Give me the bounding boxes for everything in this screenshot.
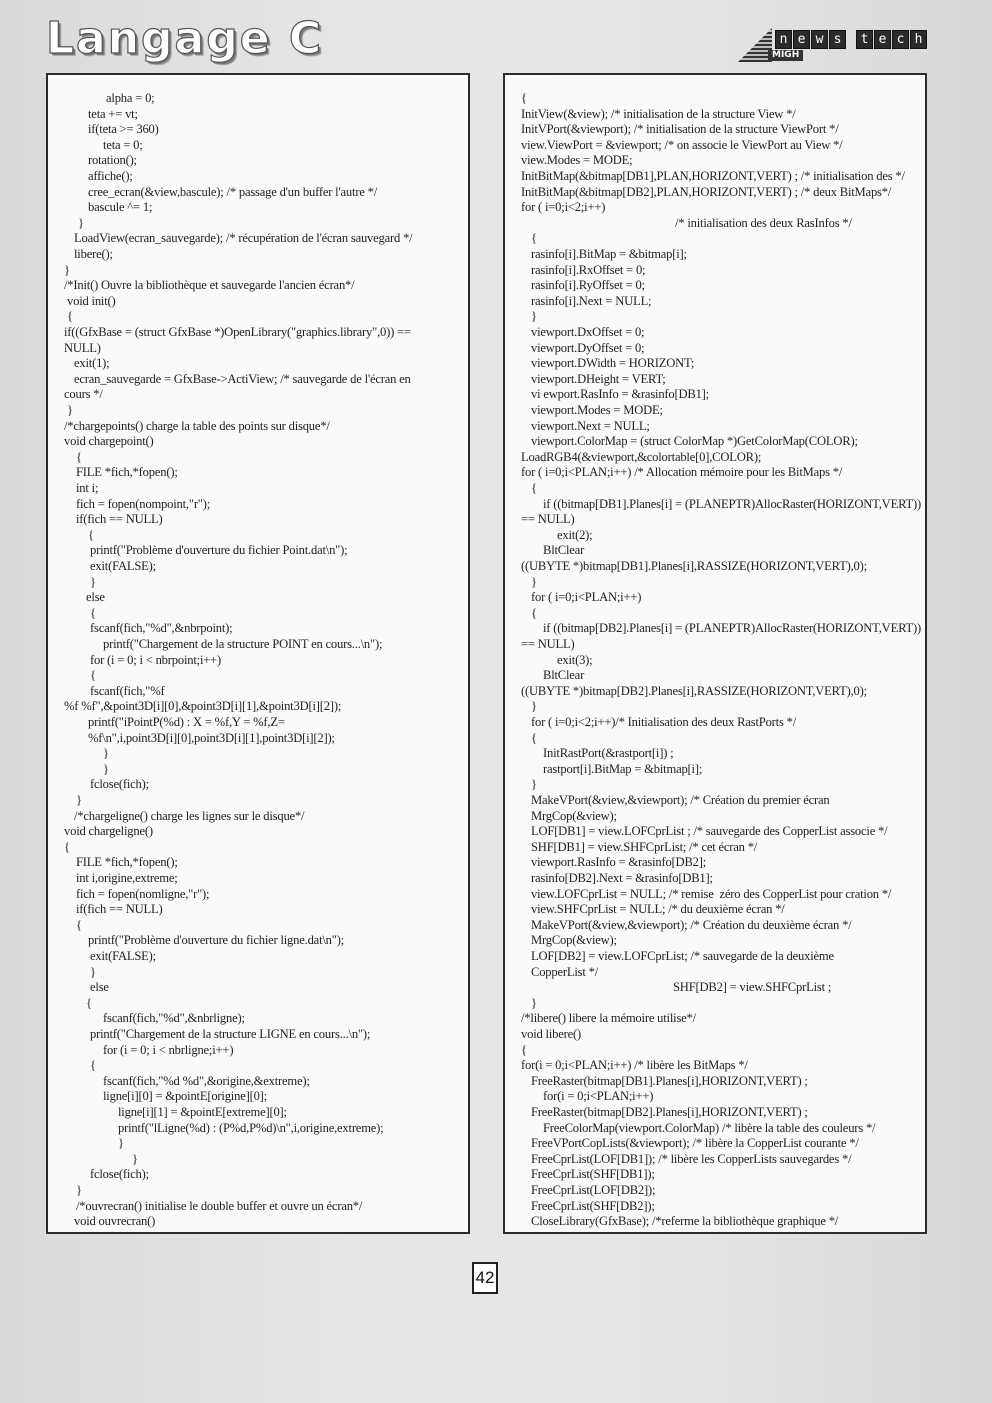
- code-line: }: [67, 403, 73, 417]
- code-line: vi ewport.RasInfo = &rasinfo[DB1];: [531, 387, 709, 402]
- code-line: SHF[DB2] = view.SHFCprList ;: [673, 980, 832, 995]
- code-line: if ((bitmap[DB1].Planes[i] = (PLANEPTR)AllocRaster(HORIZONT,VERT)): [543, 496, 921, 511]
- code-line: void libere(): [521, 1027, 581, 1041]
- code-line: {: [90, 605, 96, 620]
- code-line: void ouvrecran(): [74, 1214, 156, 1229]
- code-line: printf("Chargement de la structure POINT en cours...\n");: [103, 637, 383, 651]
- code-line: /*Init() Ouvre la bibliothèque et sauvegarde l'ancien écran*/: [64, 278, 355, 293]
- code-line: }: [118, 1136, 124, 1151]
- code-line: rastport[i].BitMap = &bitmap[i];: [543, 761, 703, 776]
- code-line: viewport.Modes = MODE;: [531, 403, 663, 417]
- code-line: FILE *fich,*fopen();: [76, 465, 178, 480]
- code-line: bascule ^= 1;: [88, 200, 153, 215]
- code-line: {: [531, 481, 537, 495]
- code-line: viewport.DxOffset = 0;: [531, 325, 645, 339]
- code-line: /*chargepoints() charge la table des points sur disque*/: [64, 418, 330, 433]
- code-line: fclose(fich);: [90, 1167, 149, 1182]
- code-line: libere();: [74, 247, 113, 261]
- code-line: {: [90, 668, 96, 683]
- code-line: for(i = 0;i<PLAN;i++) /* libère les BitMaps */: [521, 1058, 748, 1073]
- code-line: for (i = 0; i < nbrligne;i++): [103, 1042, 234, 1057]
- magazine-logo: [738, 28, 928, 62]
- page-number: 42: [472, 1262, 498, 1294]
- code-line: {: [531, 730, 537, 745]
- code-line: printf("lLigne(%d) : (P%d,P%d)\n",i,origine,extreme);: [118, 1120, 384, 1135]
- code-line: FreeCprList(SHF[DB1]);: [531, 1167, 655, 1182]
- code-line: LoadRGB4(&viewport,&colortable[0],COLOR);: [521, 449, 762, 464]
- code-line: fscanf(fich,"%d",&nbrligne);: [103, 1011, 245, 1026]
- code-line: exit(FALSE);: [90, 559, 156, 573]
- code-line: MrgCop(&view);: [531, 808, 617, 823]
- code-line: }: [78, 215, 84, 230]
- code-line: /*ouvrecran() initialise le double buffer et ouvre un écran*/: [76, 1198, 363, 1213]
- code-line: fich = fopen(nomligne,"r");: [76, 886, 210, 901]
- code-line: %f %f",&point3D[i][0],&point3D[i][1],&point3D[i][2]);: [64, 699, 342, 714]
- code-line: {: [86, 995, 92, 1010]
- code-line: rasinfo[i].Next = NULL;: [531, 293, 652, 308]
- code-line: rasinfo[DB2].Next = &rasinfo[DB1];: [531, 871, 713, 885]
- code-line: ((UBYTE *)bitmap[DB2].Planes[i],RASSIZE(HORIZONT,VERT),0);: [521, 683, 867, 698]
- code-line: cree_ecran(&view,bascule); /* passage d'un buffer l'autre */: [88, 184, 378, 199]
- code-line: BltClear: [543, 668, 585, 683]
- code-line: for ( i=0;i<PLAN;i++) /* Allocation mémoire pour les BitMaps */: [521, 465, 843, 480]
- code-line: }: [531, 574, 537, 589]
- code-line: void chargepoint(): [64, 434, 154, 449]
- code-line: MakeVPort(&view,&viewport); /* Création du deuxième écran */: [531, 917, 852, 932]
- code-line: fclose(fich);: [90, 777, 149, 792]
- code-line: FreeVPortCopLists(&viewport); /* libère la CopperList courante */: [531, 1136, 859, 1151]
- code-line: printf("Problème d'ouverture du fichier ligne.dat\n");: [88, 933, 344, 948]
- logo-subtitle: MIGH: [768, 50, 803, 61]
- code-line: viewport.Next = NULL;: [531, 418, 650, 433]
- code-line: cours */: [64, 387, 103, 402]
- code-line: LoadView(ecran_sauvegarde); /* récupération de l'écran sauvegard */: [74, 231, 413, 246]
- code-line: }: [64, 262, 70, 277]
- code-line: {: [531, 231, 537, 246]
- code-line: InitVPort(&viewport); /* initialisation de la structure ViewPort */: [521, 122, 839, 137]
- logo-letter: n: [775, 30, 792, 49]
- code-line: LOF[DB2] = view.LOFCprList; /* sauvegarde de la deuxième: [531, 949, 834, 963]
- code-line: InitBitMap(&bitmap[DB1],PLAN,HORIZONT,VERT) ; /* initialisation des */: [521, 169, 905, 183]
- code-line: ecran_sauvegarde = GfxBase->ActiView; /* sauvegarde de l'écran en: [74, 371, 411, 386]
- code-line: %f\n",i,point3D[i][0],point3D[i][1],point3D[i][2]);: [88, 730, 335, 745]
- code-line: printf("iPointP(%d) : X = %f,Y = %f,Z=: [88, 715, 285, 729]
- code-line: {: [67, 309, 73, 324]
- code-line: viewport.DHeight = VERT;: [531, 371, 666, 386]
- code-line: {: [521, 91, 527, 105]
- code-line: FILE *fich,*fopen();: [76, 855, 178, 870]
- logo-letter: e: [793, 30, 810, 49]
- code-line: rasinfo[i].BitMap = &bitmap[i];: [531, 247, 687, 261]
- code-line: for ( i=0;i<PLAN;i++): [531, 590, 642, 605]
- code-line: {: [88, 527, 94, 542]
- code-line: }: [76, 793, 82, 807]
- code-line: affiche();: [88, 169, 133, 183]
- logo-letter: c: [892, 30, 909, 49]
- code-line: NULL): [64, 340, 101, 355]
- code-line: MakeVPort(&view,&viewport); /* Création du premier écran: [531, 793, 830, 807]
- code-line: /* initialisation des deux RasInfos */: [675, 215, 852, 230]
- code-line: {: [76, 917, 82, 932]
- code-line: view.Modes = MODE;: [521, 153, 633, 168]
- code-line: FreeCprList(LOF[DB2]);: [531, 1183, 656, 1197]
- code-line: void chargeligne(): [64, 824, 153, 839]
- code-line: }: [103, 761, 109, 776]
- logo-letter: h: [910, 30, 927, 49]
- code-line: int i,origine,extreme;: [76, 871, 178, 885]
- code-line: view.ViewPort = &viewport; /* on associe le ViewPort au View */: [521, 137, 843, 152]
- code-line: viewport.DWidth = HORIZONT;: [531, 356, 695, 371]
- code-line: int i;: [76, 481, 99, 495]
- code-line: {: [531, 605, 537, 620]
- code-line: viewport.ColorMap = (struct ColorMap *)GetColorMap(COLOR);: [531, 434, 858, 449]
- code-line: viewport.RasInfo = &rasinfo[DB2];: [531, 855, 707, 870]
- code-line: rasinfo[i].RyOffset = 0;: [531, 278, 645, 293]
- code-line: FreeCprList(LOF[DB1]); /* libère les CopperLists sauvegardes */: [531, 1151, 852, 1166]
- code-line: }: [103, 746, 109, 761]
- code-line: InitView(&view); /* initialisation de la structure View */: [521, 106, 796, 121]
- code-line: fich = fopen(nompoint,"r");: [76, 496, 211, 511]
- code-line: if((GfxBase = (struct GfxBase *)OpenLibrary("graphics.library",0)) ==: [64, 325, 411, 339]
- code-line: if ((bitmap[DB2].Planes[i] = (PLANEPTR)AllocRaster(HORIZONT,VERT)): [543, 621, 921, 636]
- code-line: exit(1);: [74, 356, 110, 371]
- code-line: if(fich == NULL): [76, 512, 163, 527]
- code-line: printf("Chargement de la structure LIGNE en cours...\n");: [90, 1027, 371, 1041]
- code-line: InitRastPort(&rastport[i]) ;: [543, 746, 674, 761]
- code-line: for ( i=0;i<2;i++)/* Initialisation des deux RastPorts */: [531, 715, 797, 729]
- code-line: }: [531, 699, 537, 714]
- code-line: }: [531, 309, 537, 324]
- code-line: view.LOFCprList = NULL; /* remise zéro des CopperList pour cration */: [531, 886, 892, 901]
- code-line: FreeRaster(bitmap[DB1].Planes[i],HORIZONT,VERT) ;: [531, 1073, 808, 1088]
- code-line: exit(3);: [557, 652, 593, 667]
- code-line: }: [90, 964, 96, 979]
- code-line: exit(FALSE);: [90, 949, 156, 963]
- code-line: rasinfo[i].RxOffset = 0;: [531, 262, 646, 277]
- code-line: alpha = 0;: [106, 91, 155, 105]
- code-line: BltClear: [543, 543, 585, 558]
- code-line: SHF[DB1] = view.SHFCprList; /* cet écran */: [531, 839, 758, 854]
- code-line: if(fich == NULL): [76, 902, 163, 917]
- code-line: printf("Problème d'ouverture du fichier Point.dat\n");: [90, 543, 348, 558]
- code-line: for (i = 0; i < nbrpoint;i++): [90, 652, 222, 667]
- code-line: }: [132, 1151, 138, 1166]
- code-line: fscanf(fich,"%f: [90, 683, 165, 698]
- code-line: == NULL): [521, 637, 575, 651]
- code-line: }: [76, 1183, 82, 1197]
- code-column-right: [503, 73, 927, 1234]
- code-line: fscanf(fich,"%d",&nbrpoint);: [90, 621, 233, 636]
- logo-letter: w: [811, 30, 828, 49]
- code-line: CopperList */: [531, 964, 599, 979]
- logo-letter: e: [874, 30, 891, 49]
- code-line: exit(2);: [557, 527, 593, 542]
- logo-letter: t: [856, 30, 873, 49]
- code-line: CloseLibrary(GfxBase); /*referme la bibliothèque graphique */: [531, 1214, 839, 1229]
- page-title: Langage C: [46, 13, 324, 64]
- code-line: for(i = 0;i<PLAN;i++): [543, 1089, 654, 1104]
- code-line: fscanf(fich,"%d %d",&origine,&extreme);: [103, 1073, 310, 1088]
- code-line: }: [90, 574, 96, 589]
- code-line: LOF[DB1] = view.LOFCprList ; /* sauvegarde des CopperList associe */: [531, 824, 888, 839]
- code-line: MrgCop(&view);: [531, 933, 617, 948]
- code-line: view.SHFCprList = NULL; /* du deuxième écran */: [531, 902, 785, 917]
- code-line: teta += vt;: [88, 106, 138, 121]
- code-line: ligne[i][0] = &pointE[origine][0];: [103, 1089, 267, 1104]
- code-line: rotation();: [88, 153, 137, 168]
- code-line: }: [531, 995, 537, 1010]
- code-line: {: [64, 839, 70, 854]
- code-line: }: [531, 777, 537, 792]
- code-line: {: [76, 449, 82, 464]
- code-line: else: [86, 590, 105, 605]
- code-line: /*chargeligne() charge les lignes sur le disque*/: [74, 808, 305, 823]
- code-line: else: [90, 980, 109, 995]
- code-line: for ( i=0;i<2;i++): [521, 200, 606, 215]
- code-line: {: [90, 1058, 96, 1073]
- code-line: FreeRaster(bitmap[DB2].Planes[i],HORIZONT,VERT) ;: [531, 1105, 808, 1119]
- code-line: ligne[i][1] = &pointE[extreme][0];: [118, 1105, 287, 1119]
- code-line: viewport.DyOffset = 0;: [531, 340, 645, 355]
- code-line: ((UBYTE *)bitmap[DB1].Planes[i],RASSIZE(HORIZONT,VERT),0);: [521, 559, 867, 573]
- code-line: FreeColorMap(viewport.ColorMap) /* libère la table des couleurs */: [543, 1120, 876, 1135]
- code-line: FreeCprList(SHF[DB2]);: [531, 1198, 655, 1213]
- code-line: /*libere() libere la mémoire utilise*/: [521, 1011, 696, 1026]
- logo-letter: s: [829, 30, 846, 49]
- code-line: {: [521, 1042, 527, 1057]
- code-column-left: [46, 73, 470, 1234]
- code-line: InitBitMap(&bitmap[DB2],PLAN,HORIZONT,VERT) ; /* deux BitMaps*/: [521, 184, 892, 199]
- logo-emblem-icon: [738, 28, 772, 62]
- code-line: if(teta >= 360): [88, 122, 159, 137]
- code-line: == NULL): [521, 512, 575, 527]
- code-line: void init(): [67, 293, 116, 308]
- code-line: teta = 0;: [103, 137, 143, 152]
